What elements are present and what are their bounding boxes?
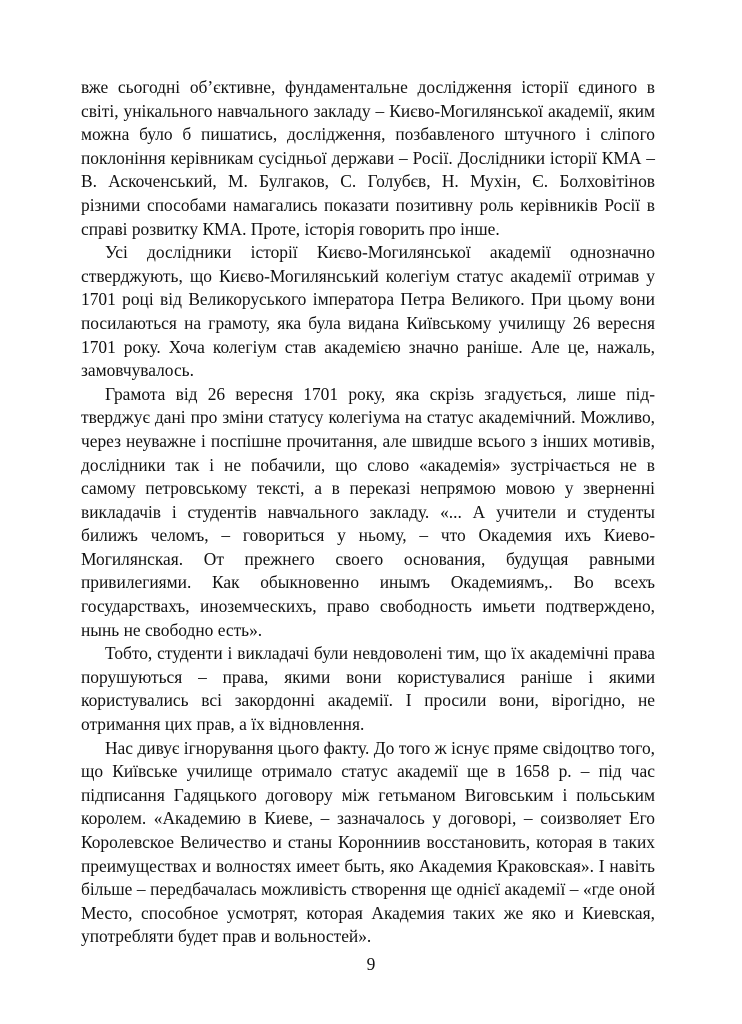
page-body: [81, 76, 655, 949]
paragraph-3: Грамота від 26 вересня 1701 року, яка скрізь згадується, лише підтверджує дані про зміни статусу колегіума на статус академічний. Можливо, через неуважне і поспішне прочитання, але швидше всього з інших мотивів, дослідники так і не побачили, що слово «академія» зустрічається не в самому петровському тексті, а в переказі непрямою мовою у зверненні викладачів і студентів навчального закладу. «... А учители и студенты билижъ челомъ, – говориться у ньому, – что Окадемия ихъ Киево-Могилянская. От прежнего своего основания, будущая равными привилегиями. Как обыкновенно инымъ Окадемиямъ,. Во всехъ государствахъ, иноземческихъ, право свободность имьети подтверждено, нынь не свободно есть».: [81, 383, 655, 640]
paragraph-4: Тобто, студенти і викладачі були невдоволені тим, що їх академічні права порушуються – права, якими вони користувалися раніше і якими користувались всі закордонні академії. І просили вони, вірогідно, не отримання цих прав, а їх відновлення.: [81, 643, 655, 735]
paragraph-1: вже сьогодні об’єктивне, фундаментальне дослідження історії єдиного в світі, унікального навчального закладу – Києво-Могилянської академії, яким можна було б пишатись, дослідження, позбавленого штучного і сліпого поклоніння керівникам сусідньої держави – Росії. Дослідники історії КМА – В. Аскоченський, М. Булгаков, С. Голубєв, Н. Мухін, Є. Болховітінов різними способами намагались показати позитивну роль керівників Росії в справі розвитку КМА. Проте, історія говорить про інше.: [81, 77, 655, 239]
paragraph-2: Усі дослідники історії Києво-Могилянської академії однозначно стверджують, що Києво-Могилянський колегіум статус академії отримав у 1701 році від Великоруського імператора Петра Великого. При цьому вони посилаються на грамоту, яка була видана Київському училищу 26 вересня 1701 року. Хоча колегіум став академією значно раніше. Але це, нажаль, замовчувалось.: [81, 242, 655, 381]
paragraph-5: Нас дивує ігнорування цього факту. До того ж існує пряме свідоцтво того, що Київське училище отримало статус академії ще в 1658 р. – під час підписання Гадяцького договору між гетьманом Виговським і польським королем. «Академию в Киеве, – зазначалось у договорі, – соизволяет Его Королевское Величество и станы Коронниив восстановить, которая в таких преимуществах и волностях имеет быть, яко Академия Краковская». І навіть більше – передбачалась можливість створення ще однієї академії – «где оной Место, способное усмотрят, которая Академия таких же яко и Киевская, употребляти будет прав и вольностей».: [81, 737, 655, 947]
page-number: 9: [366, 954, 376, 974]
